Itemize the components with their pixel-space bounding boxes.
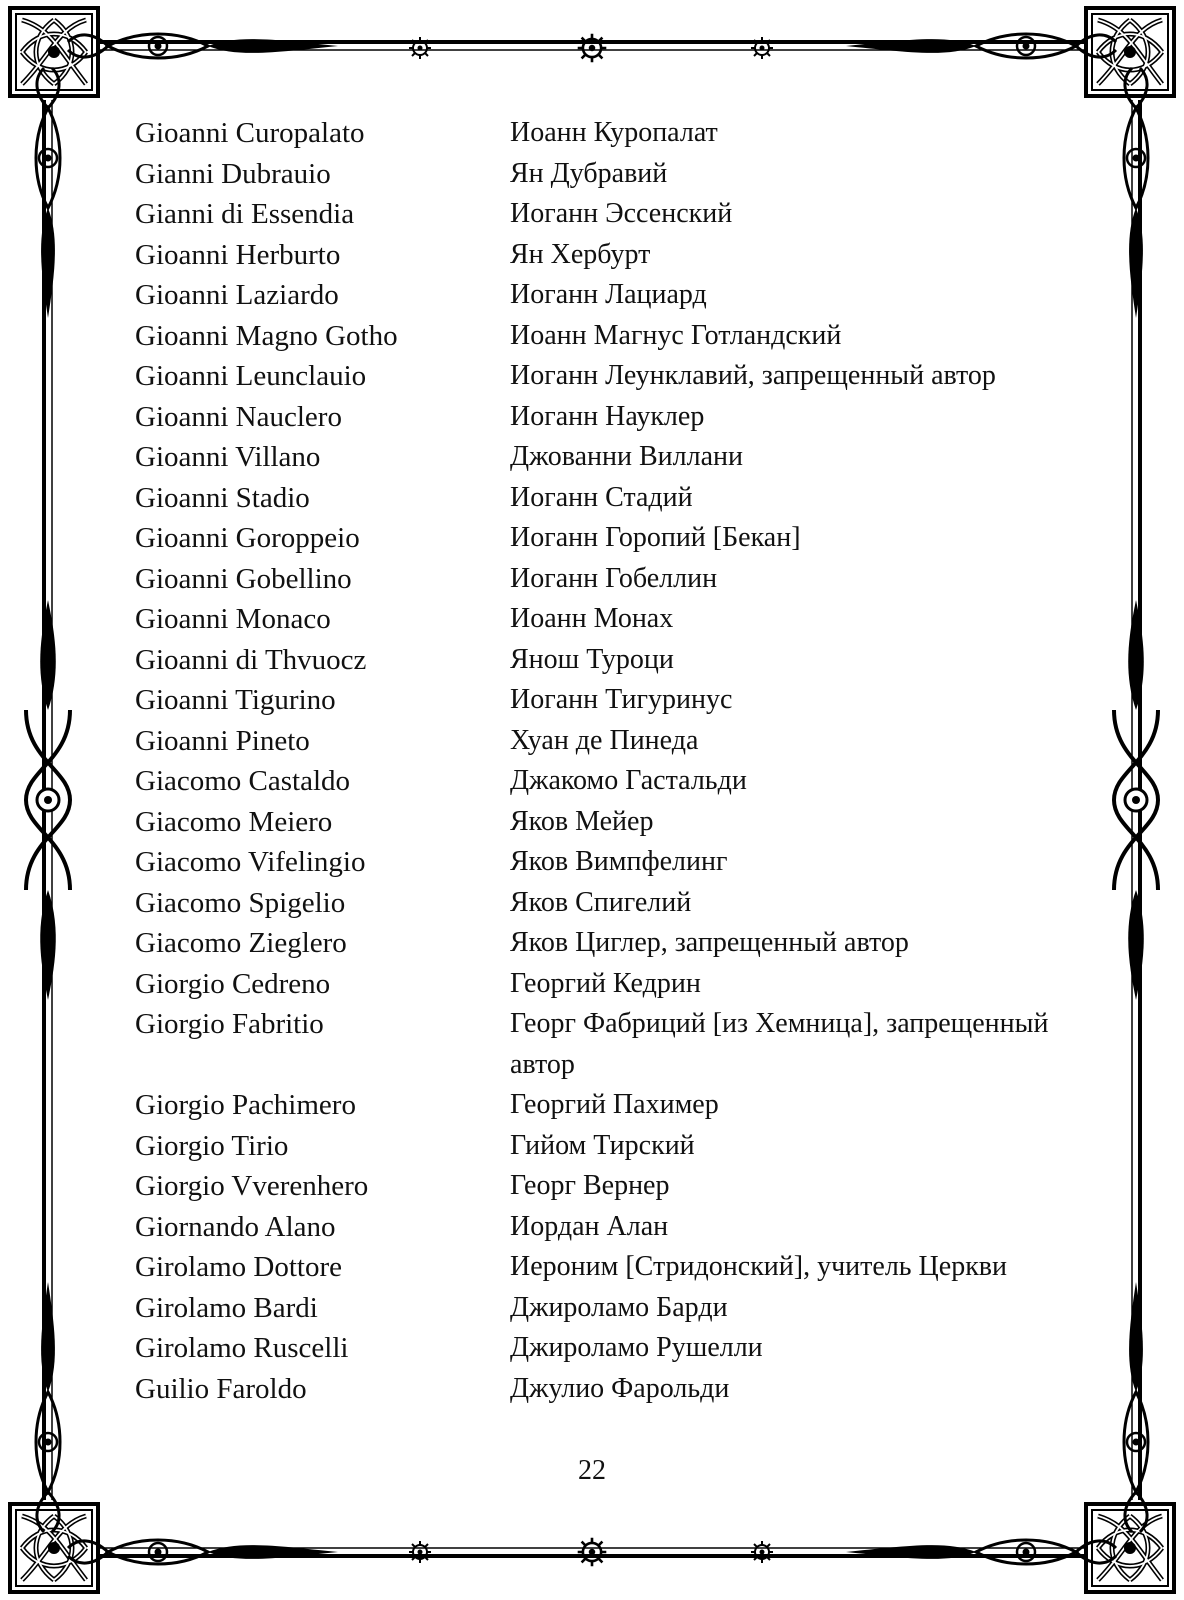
corner-knot-bottom-left <box>10 1504 98 1592</box>
list-item <box>135 559 1095 600</box>
translated-name: Иоганн Науклер <box>510 400 705 432</box>
original-name: Girolamo Dottore <box>135 1251 342 1283</box>
list-item <box>135 1369 1095 1410</box>
name-index-list <box>135 113 1095 1409</box>
original-name: Gioanni Laziardo <box>135 279 339 311</box>
original-name: Giorgio Tirio <box>135 1129 289 1162</box>
top-ornament-left <box>68 34 338 58</box>
page-number: 22 <box>578 1455 606 1486</box>
list-item <box>135 397 1095 438</box>
list-item <box>135 640 1095 681</box>
rosette-icon <box>578 1538 607 1567</box>
list-item <box>135 154 1095 195</box>
original-name: Gianni di Essendia <box>135 198 355 230</box>
original-name: Guilio Faroldo <box>135 1372 307 1405</box>
original-name: Giorgio Pachimero <box>135 1089 356 1121</box>
list-item <box>135 1328 1095 1369</box>
translated-name: Джулио Фарольди <box>510 1372 730 1404</box>
translated-name: Иоганн Тигуринус <box>510 684 733 715</box>
original-name: Gioanni Pineto <box>135 724 310 757</box>
original-name: Girolamo Ruscelli <box>135 1332 349 1364</box>
translated-name: Иоганн Стадий <box>510 481 693 513</box>
top-ornament-right <box>846 34 1116 58</box>
list-item <box>135 964 1095 1005</box>
bottom-ornament-left <box>68 1540 338 1564</box>
list-item <box>135 1166 1095 1207</box>
translated-name: Ян Дубравий <box>510 157 668 189</box>
translated-name: Иоганн Леунклавий, запрещенный автор <box>510 360 996 391</box>
list-item <box>135 761 1095 802</box>
translated-name: Георг Вернер <box>510 1170 670 1201</box>
list-item <box>135 1004 1095 1085</box>
list-item <box>135 275 1095 316</box>
translated-name: Яков Вимпфелинг <box>510 846 728 877</box>
original-name: Giacomo Zieglero <box>135 927 347 959</box>
original-name: Gioanni Villano <box>135 441 321 473</box>
original-name: Giorgio Fabritio <box>135 1008 324 1040</box>
list-item <box>135 194 1095 235</box>
original-name: Gioanni Gobellino <box>135 562 352 595</box>
translated-name: Георгий Пахимер <box>510 1089 719 1120</box>
original-name: Gioanni Magno Gotho <box>135 319 398 352</box>
translated-name: Георгий Кедрин <box>510 967 701 999</box>
original-name: Gioanni Curopalato <box>135 117 365 149</box>
list-item <box>135 842 1095 883</box>
left-ornament-top <box>36 68 60 318</box>
list-item <box>135 316 1095 357</box>
corner-knot-top-left <box>10 8 98 96</box>
left-ornament-bottom <box>36 1282 60 1532</box>
translated-name: Иордан Алан <box>510 1210 669 1242</box>
translated-name: Джироламо Рушелли <box>510 1332 763 1363</box>
original-name: Gioanni Leunclauio <box>135 360 367 392</box>
original-name: Gioanni Goroppeio <box>135 522 360 554</box>
translated-name: Джироламо Барди <box>510 1291 728 1323</box>
translated-name: Ян Хербурт <box>510 238 651 270</box>
list-item <box>135 1288 1095 1329</box>
list-item <box>135 883 1095 924</box>
translated-name: Яков Мейер <box>510 805 654 837</box>
right-side-knot <box>1114 600 1158 1000</box>
original-name: Gioanni Monaco <box>135 603 331 635</box>
translated-name: Хуан де Пинеда <box>510 724 699 756</box>
original-name: Gioanni Tigurino <box>135 684 336 716</box>
list-item <box>135 599 1095 640</box>
original-name: Girolamo Bardi <box>135 1291 318 1324</box>
rosette-icon <box>409 37 431 59</box>
original-name: Gioanni di Thvuocz <box>135 643 367 676</box>
right-ornament-top <box>1124 68 1148 318</box>
translated-name: Джованни Виллани <box>510 441 743 472</box>
rosette-icon <box>751 1541 773 1563</box>
list-item <box>135 478 1095 519</box>
translated-name: Иоанн Куропалат <box>510 117 718 148</box>
translated-name: Георг Фабриций [из Хемница], запрещенный автор <box>510 1008 1049 1080</box>
list-item <box>135 802 1095 843</box>
list-item <box>135 356 1095 397</box>
original-name: Giacomo Spigelio <box>135 886 346 919</box>
translated-name: Иоганн Горопий [Бекан] <box>510 522 801 553</box>
list-item <box>135 518 1095 559</box>
list-item <box>135 437 1095 478</box>
original-name: Giorgio Vverenhero <box>135 1170 369 1202</box>
rosette-icon <box>751 37 773 59</box>
original-name: Giacomo Vifelingio <box>135 846 366 878</box>
list-item <box>135 235 1095 276</box>
right-ornament-bottom <box>1124 1282 1148 1532</box>
translated-name: Иероним [Стридонский], учитель Церкви <box>510 1251 1008 1282</box>
translated-name: Гийом Тирский <box>510 1129 695 1161</box>
translated-name: Иоганн Гобеллин <box>510 562 718 594</box>
original-name: Gioanni Herburto <box>135 238 341 271</box>
list-item <box>135 1126 1095 1167</box>
list-item <box>135 1247 1095 1288</box>
rosette-icon <box>578 34 607 63</box>
list-item <box>135 1085 1095 1126</box>
translated-name: Янош Туроци <box>510 643 674 675</box>
rosette-icon <box>409 1541 431 1563</box>
translated-name: Иоганн Эссенский <box>510 198 733 229</box>
translated-name: Яков Спигелий <box>510 886 692 918</box>
original-name: Giornando Alano <box>135 1210 336 1243</box>
list-item <box>135 680 1095 721</box>
translated-name: Иоганн Лациард <box>510 279 707 310</box>
list-item <box>135 923 1095 964</box>
corner-knot-top-right <box>1086 8 1174 96</box>
translated-name: Иоанн Магнус Готландский <box>510 319 842 351</box>
corner-knot-bottom-right <box>1086 1504 1174 1592</box>
translated-name: Джакомо Гастальди <box>510 765 747 796</box>
bottom-ornament-right <box>846 1540 1116 1564</box>
list-item <box>135 721 1095 762</box>
left-side-knot <box>26 600 70 1000</box>
original-name: Giacomo Castaldo <box>135 765 351 797</box>
list-item <box>135 1207 1095 1248</box>
translated-name: Яков Циглер, запрещенный автор <box>510 927 909 958</box>
original-name: Gioanni Stadio <box>135 481 310 514</box>
list-item <box>135 113 1095 154</box>
original-name: Gianni Dubrauio <box>135 157 331 190</box>
original-name: Gioanni Nauclero <box>135 400 342 433</box>
original-name: Giacomo Meiero <box>135 805 333 838</box>
translated-name: Иоанн Монах <box>510 603 674 634</box>
original-name: Giorgio Cedreno <box>135 967 331 1000</box>
